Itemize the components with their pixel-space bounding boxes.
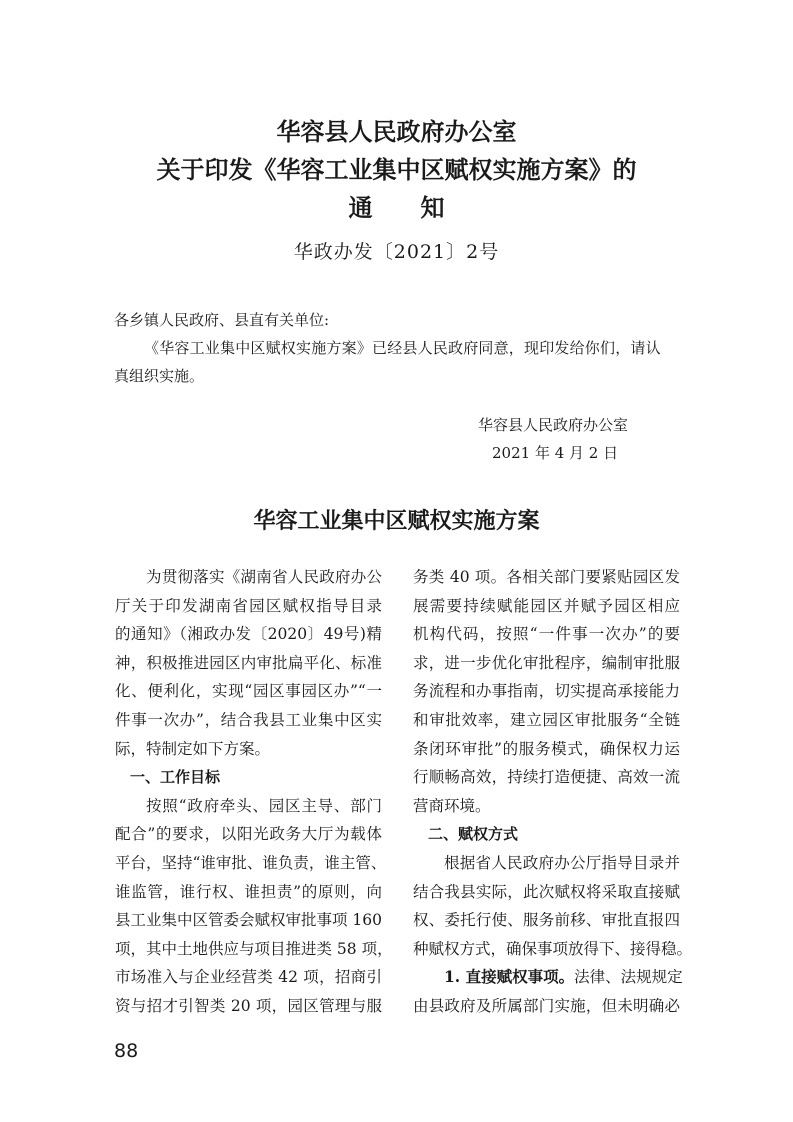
paragraph-line: 资与招才引智类 20 项，园区管理与服 (115, 997, 382, 1015)
issuer: 华容县人民政府办公室 (478, 416, 629, 434)
notice-title-line-3: 通 知 (348, 193, 445, 222)
plan-title: 华容工业集中区赋权实施方案 (253, 508, 540, 534)
paragraph-line: 务类 40 项。各相关部门要紧贴园区发 (413, 568, 680, 586)
paragraph-line: 行顺畅高效，持续打造便捷、高效一流 (413, 768, 680, 787)
paragraph-line: 的通知》（湘政办发〔2020〕49号)精 (115, 625, 382, 644)
paragraph-line: 根据省人民政府办公厅指导目录并 (444, 854, 680, 872)
paragraph-line: 厅关于印发湖南省园区赋权指导目录 (115, 596, 382, 615)
notice-title-line-2: 关于印发《华容工业集中区赋权实施方案》的 (156, 155, 637, 184)
paragraph-line: 平台，坚持“谁审批、谁负责，谁主管、 (115, 854, 387, 872)
line-text: 法律、法规规定 (574, 968, 683, 987)
bold-lead-in: 1. 直接赋权事项。 (444, 967, 575, 987)
page-number: 88 (114, 1040, 139, 1062)
paragraph-line: 际，特制定如下方案。 (115, 739, 271, 758)
paragraph-line: 结合我县实际，此次赋权将采取直接赋 (413, 882, 680, 901)
document-number: 华政办发〔2021〕2号 (293, 241, 500, 263)
paragraph-line: 谁监管，谁行权、谁担责”的原则，向 (115, 882, 382, 901)
notice-title-line-1: 华容县人民政府办公室 (276, 117, 517, 146)
paragraph-line: 和审批效率，建立园区审批服务“全链 (413, 711, 680, 729)
paragraph-line: 市场准入与企业经营类 42 项，招商引 (115, 968, 382, 987)
paragraph-line: 为贯彻落实《湖南省人民政府办公 (146, 568, 382, 586)
paragraph-line: 展需要持续赋能园区并赋予园区相应 (413, 596, 680, 615)
paragraph-line: 项，其中土地供应与项目推进类 58 项， (115, 939, 393, 958)
paragraph-line: 件事一次办”，结合我县工业集中区实 (115, 711, 382, 729)
salutation: 各乡镇人民政府、县直有关单位: (114, 311, 330, 329)
paragraph-line: 种赋权方式，确保事项放得下、接得稳。 (413, 939, 693, 958)
notice-body-line-1: 《华容工业集中区赋权实施方案》已经县人民政府同意，现印发给你们，请认 (144, 339, 661, 357)
paragraph-line: 权、委托行使、服务前移、审批直报四 (413, 911, 680, 930)
paragraph-line: 配合”的要求，以阳光政务大厅为载体 (115, 825, 382, 844)
paragraph-line: 营商环境。 (413, 796, 491, 815)
paragraph-line: 机构代码，按照“一件事一次办”的要 (413, 625, 680, 644)
paragraph-line: 神，积极推进园区内审批扁平化、标准 (115, 653, 382, 672)
paragraph-line: 求，进一步优化审批程序，编制审批服 (413, 653, 680, 672)
section-heading: 二、赋权方式 (428, 825, 519, 844)
issue-date: 2021 年 4 月 2 日 (492, 444, 619, 462)
notice-body-line-2: 真组织实施。 (114, 367, 205, 385)
section-heading: 一、工作目标 (130, 768, 221, 787)
paragraph-line: 县工业集中区管委会赋权审批事项 160 (115, 911, 383, 930)
paragraph-line (413, 967, 683, 987)
paragraph-line: 条闭环审批”的服务模式，确保权力运 (413, 739, 680, 758)
paragraph-line: 务流程和办事指南，切实提高承接能力 (413, 682, 680, 701)
paragraph-line: 化、便利化，实现“园区事园区办”“一 (115, 682, 382, 701)
paragraph-line: 由县政府及所属部门实施，但未明确必 (413, 997, 680, 1015)
paragraph-line: 按照“政府牵头、园区主导、部门 (146, 796, 382, 815)
